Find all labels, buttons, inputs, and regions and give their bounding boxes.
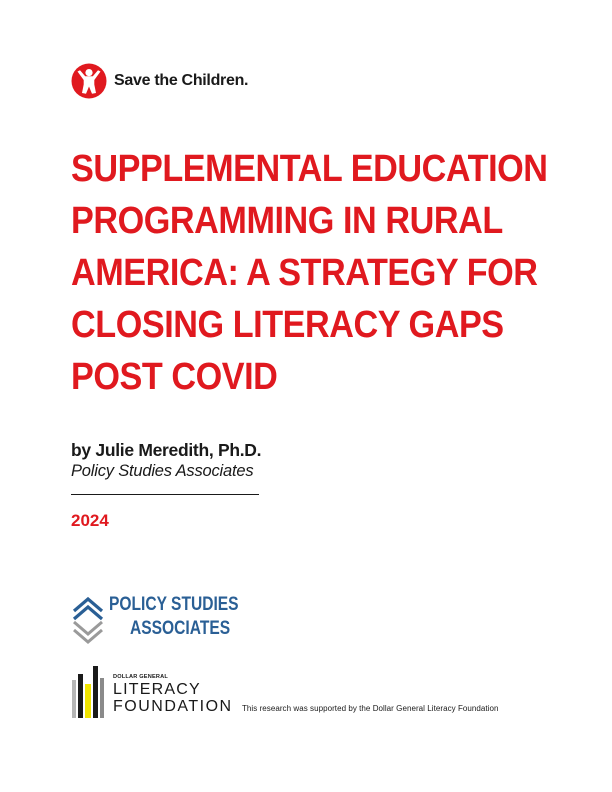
dg-logo-small-text: DOLLAR GENERAL	[113, 674, 169, 680]
publication-year: 2024	[71, 511, 109, 530]
author-organization: Policy Studies Associates	[71, 462, 254, 480]
title-line: AMERICA: A STRATEGY FOR	[71, 252, 538, 294]
save-the-children-logo	[71, 62, 248, 100]
title-line: PROGRAMMING IN RURAL	[71, 200, 503, 242]
books-icon	[71, 664, 107, 720]
author: by Julie Meredith, Ph.D.	[71, 440, 262, 460]
policy-studies-associates-logo	[71, 594, 241, 646]
title-line: SUPPLEMENTAL EDUCATION	[71, 148, 548, 190]
chevron-stack-icon	[71, 594, 111, 644]
report-title	[71, 143, 548, 403]
divider	[71, 494, 259, 495]
dollar-general-literacy-foundation-logo	[71, 664, 241, 720]
title-line: CLOSING LITERACY GAPS	[71, 304, 504, 346]
psa-logo-line2: ASSOCIATES	[130, 618, 231, 639]
org-name: Save the Children.	[114, 72, 249, 89]
dg-logo-line1: LITERACY	[113, 681, 201, 698]
psa-logo-line1: POLICY STUDIES	[109, 594, 239, 615]
title-line: POST COVID	[71, 356, 278, 398]
save-the-children-child-icon	[71, 63, 107, 99]
dg-logo-line2: FOUNDATION	[113, 698, 233, 715]
support-note: This research was supported by the Dollar General Literacy Foundation	[242, 704, 499, 713]
